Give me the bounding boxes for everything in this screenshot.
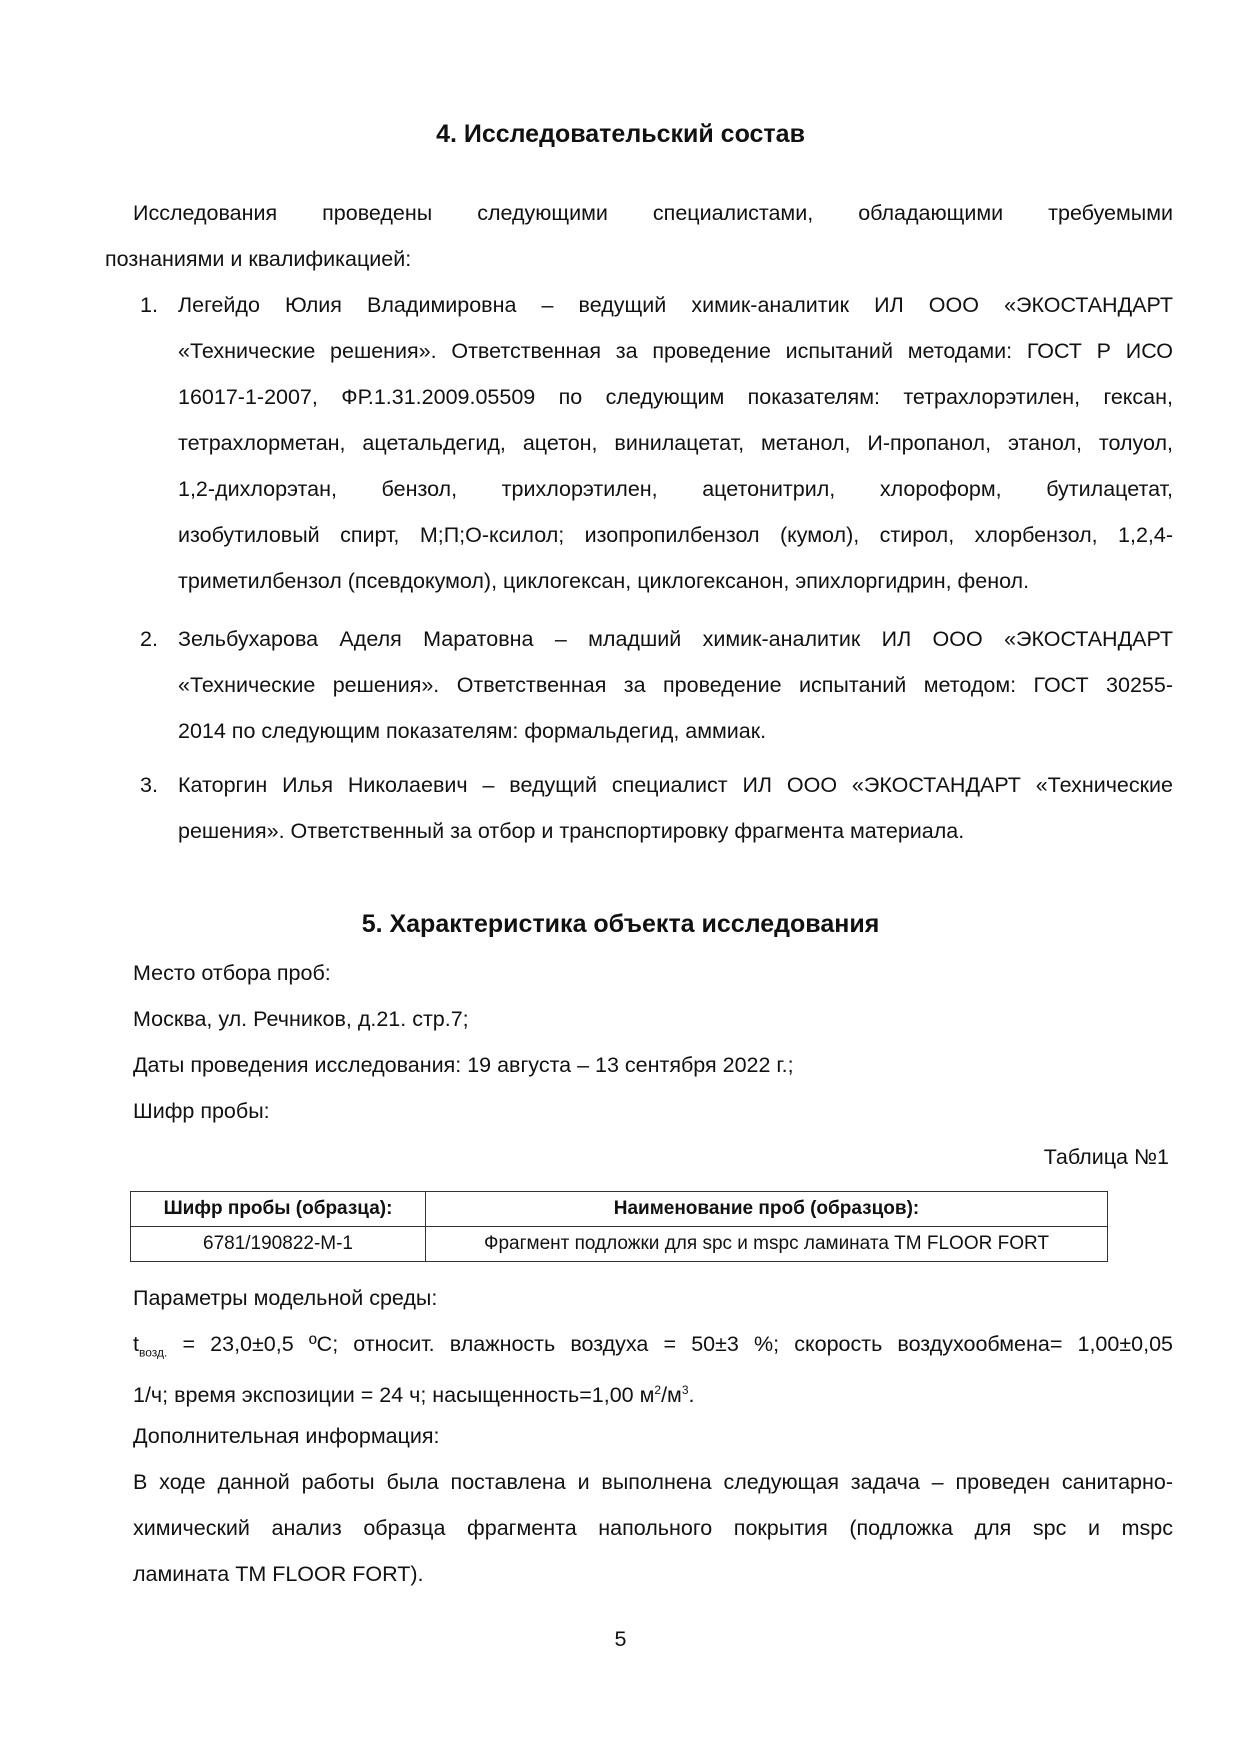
table-header: Наименование проб (образцов): <box>426 1192 1108 1227</box>
extra-line: химический анализ образца фрагмента напольного покрытия (подложка для spc и mspc <box>133 1516 1173 1540</box>
extra-text <box>133 1459 1173 1597</box>
list-item-line: Зельбухарова Аделя Маратовна – младший химик-аналитик ИЛ ООО «ЭКОСТАНДАРТ <box>178 627 1173 651</box>
list-item-number: 1. <box>140 293 158 317</box>
params-t-sub: возд. <box>138 1345 168 1360</box>
list-item-line: Легейдо Юлия Владимировна – ведущий химик-аналитик ИЛ ООО «ЭКОСТАНДАРТ <box>178 293 1173 317</box>
dates-text: Даты проведения исследования: 19 августа – 13 сентября 2022 г.; <box>133 1053 794 1077</box>
params-sup: 3 <box>681 1383 689 1397</box>
list-item-line: 16017-1-2007, ФР.1.31.2009.05509 по следующим показателям: тетрахлорэтилен, гексан, <box>178 385 1173 409</box>
list-item-line: Каторгин Илья Николаевич – ведущий специалист ИЛ ООО «ЭКОСТАНДАРТ «Технические <box>178 773 1173 797</box>
list-item-number: 3. <box>140 773 158 797</box>
table-header-row <box>131 1192 1108 1227</box>
table-row <box>131 1227 1108 1262</box>
params-line-2 <box>133 1367 1173 1418</box>
section4-intro <box>133 190 1173 236</box>
table-caption: Таблица №1 <box>1043 1145 1169 1169</box>
params-line-2-text: . <box>688 1383 695 1408</box>
place-label: Место отбора проб: <box>133 961 331 985</box>
intro-line-1: Исследования проведены следующими специалистами, обладающими требуемыми <box>133 201 1173 225</box>
params-line-1-text: = 23,0±0,5 ºС; относит. влажность воздуха = 50±3 %; скорость воздухообмена= 1,00±0,05 <box>167 1332 1173 1356</box>
extra-label: Дополнительная информация: <box>133 1424 440 1448</box>
params-line-2-text: /м <box>661 1383 682 1408</box>
list-item-number: 2. <box>140 627 158 651</box>
list-item <box>178 616 1173 754</box>
section4-title: 4. Исследовательский состав <box>436 120 805 148</box>
list-item-line: изобутиловый спирт, М;П;О-ксилол; изопропилбензол (кумол), стирол, хлорбензол, 1,2,4- <box>178 523 1173 547</box>
list-item-line: «Технические решения». Ответственная за проведение испытаний методами: ГОСТ Р ИСО <box>178 339 1173 363</box>
table-header: Шифр пробы (образца): <box>131 1192 426 1227</box>
extra-line: ламината ТМ FLOOR FORT). <box>133 1562 424 1586</box>
params-label: Параметры модельной среды: <box>133 1286 438 1310</box>
page-number: 5 <box>614 1627 627 1651</box>
params-line-2-text: 1/ч; время экспозиции = 24 ч; насыщенность=1,00 м <box>133 1383 655 1408</box>
extra-line: В ходе данной работы была поставлена и выполнена следующая задача – проведен санитарно- <box>133 1470 1173 1494</box>
table-cell: 6781/190822-М-1 <box>131 1227 426 1262</box>
list-item-line: «Технические решения». Ответственная за проведение испытаний методом: ГОСТ 30255- <box>178 673 1173 697</box>
section5-title: 5. Характеристика объекта исследования <box>361 910 880 938</box>
list-item-line: триметилбензол (псевдокумол), циклогексан, циклогексанон, эпихлоргидрин, фенол. <box>178 569 1030 593</box>
list-item <box>178 282 1173 604</box>
table-cell: Фрагмент подложки для spc и mspc ламината ТМ FLOOR FORT <box>426 1227 1108 1262</box>
params-t: t <box>133 1332 139 1356</box>
list-item <box>178 762 1173 854</box>
intro-line-2: познаниями и квалификацией: <box>105 247 412 271</box>
list-item-line: решения». Ответственный за отбор и транспортировку фрагмента материала. <box>178 819 965 843</box>
list-item-line: 2014 по следующим показателям: формальдегид, аммиак. <box>178 719 767 743</box>
list-item-line: 1,2-дихлорэтан, бензол, трихлорэтилен, ацетонитрил, хлороформ, бутилацетат, <box>178 477 1173 501</box>
samples-table <box>130 1191 1108 1262</box>
cipher-label: Шифр пробы: <box>133 1099 270 1123</box>
place-value: Москва, ул. Речников, д.21. стр.7; <box>133 1007 469 1031</box>
list-item-line: тетрахлорметан, ацетальдегид, ацетон, винилацетат, метанол, И-пропанол, этанол, толуол, <box>178 431 1173 455</box>
params-sup: 2 <box>654 1383 662 1397</box>
